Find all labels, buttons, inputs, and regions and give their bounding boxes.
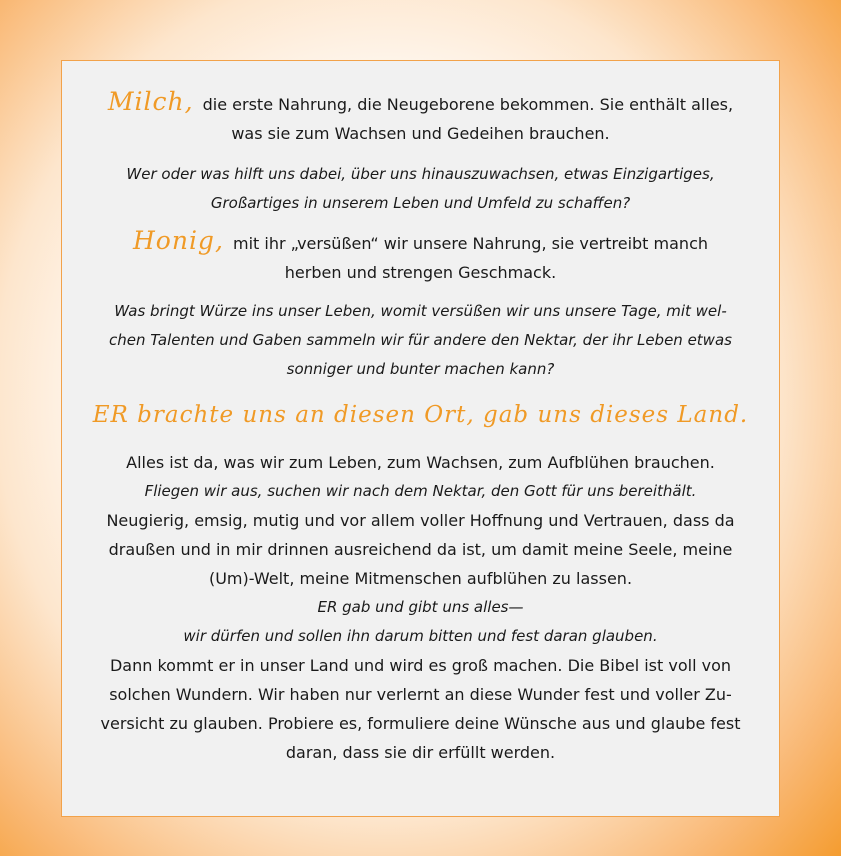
er-line3: Neugierig, emsig, mutig und vor allem voller Hoffnung und Vertrauen, dass da: [106, 511, 735, 530]
honig-keyword: Honig,: [132, 226, 224, 255]
text-card: [61, 60, 780, 817]
er-line8: Dann kommt er in unser Land und wird es groß machen. Die Bibel ist voll von: [109, 656, 731, 675]
er-line9: solchen Wundern. Wir haben nur verlernt an diese Wunder fest und voller Zu-: [109, 685, 732, 704]
er-headline: ER brachte uns an diesen Ort, gab uns dieses Land.: [92, 402, 749, 428]
er-line2: Fliegen wir aus, suchen wir nach dem Nektar, den Gott für uns bereithält.: [144, 482, 697, 500]
honig-question-line2: chen Talenten und Gaben sammeln wir für andere den Nektar, der ihr Leben etwas: [109, 331, 732, 349]
honig-paragraph-line1: [82, 226, 759, 258]
honig-question-line1: Was bringt Würze ins unser Leben, womit versüßen wir uns unsere Tage, mit wel-: [114, 302, 727, 320]
milch-text-line2: was sie zum Wachsen und Gedeihen brauchen.: [231, 124, 610, 143]
er-line11: daran, dass sie dir erfüllt werden.: [285, 743, 556, 762]
honig-text-line1: mit ihr „versüßen“ wir unsere Nahrung, sie vertreibt manch: [232, 234, 709, 253]
er-line10: versicht zu glauben. Probiere es, formuliere deine Wünsche aus und glaube fest: [100, 714, 741, 733]
er-line7: wir dürfen und sollen ihn darum bitten und fest daran glauben.: [183, 627, 658, 645]
milch-keyword: Milch,: [107, 87, 194, 116]
honig-question-line3: sonniger und bunter machen kann?: [286, 360, 555, 378]
er-line4: draußen und in mir drinnen ausreichend da ist, um damit meine Seele, meine: [108, 540, 733, 559]
er-line5: (Um)-Welt, meine Mitmenschen aufblühen zu lassen.: [208, 569, 633, 588]
milch-question-line2: Großartiges in unserem Leben und Umfeld zu schaffen?: [210, 194, 631, 212]
milch-text-line1: die erste Nahrung, die Neugeborene bekommen. Sie enthält alles,: [202, 95, 734, 114]
milch-question-line1: Wer oder was hilft uns dabei, über uns hinauszuwachsen, etwas Einzigartiges,: [126, 165, 715, 183]
er-line1: Alles ist da, was wir zum Leben, zum Wachsen, zum Aufblühen brauchen.: [126, 453, 715, 472]
milch-paragraph-line1: [82, 87, 759, 119]
er-line6: ER gab und gibt uns alles—: [317, 598, 524, 616]
honig-text-line2: herben und strengen Geschmack.: [284, 263, 557, 282]
